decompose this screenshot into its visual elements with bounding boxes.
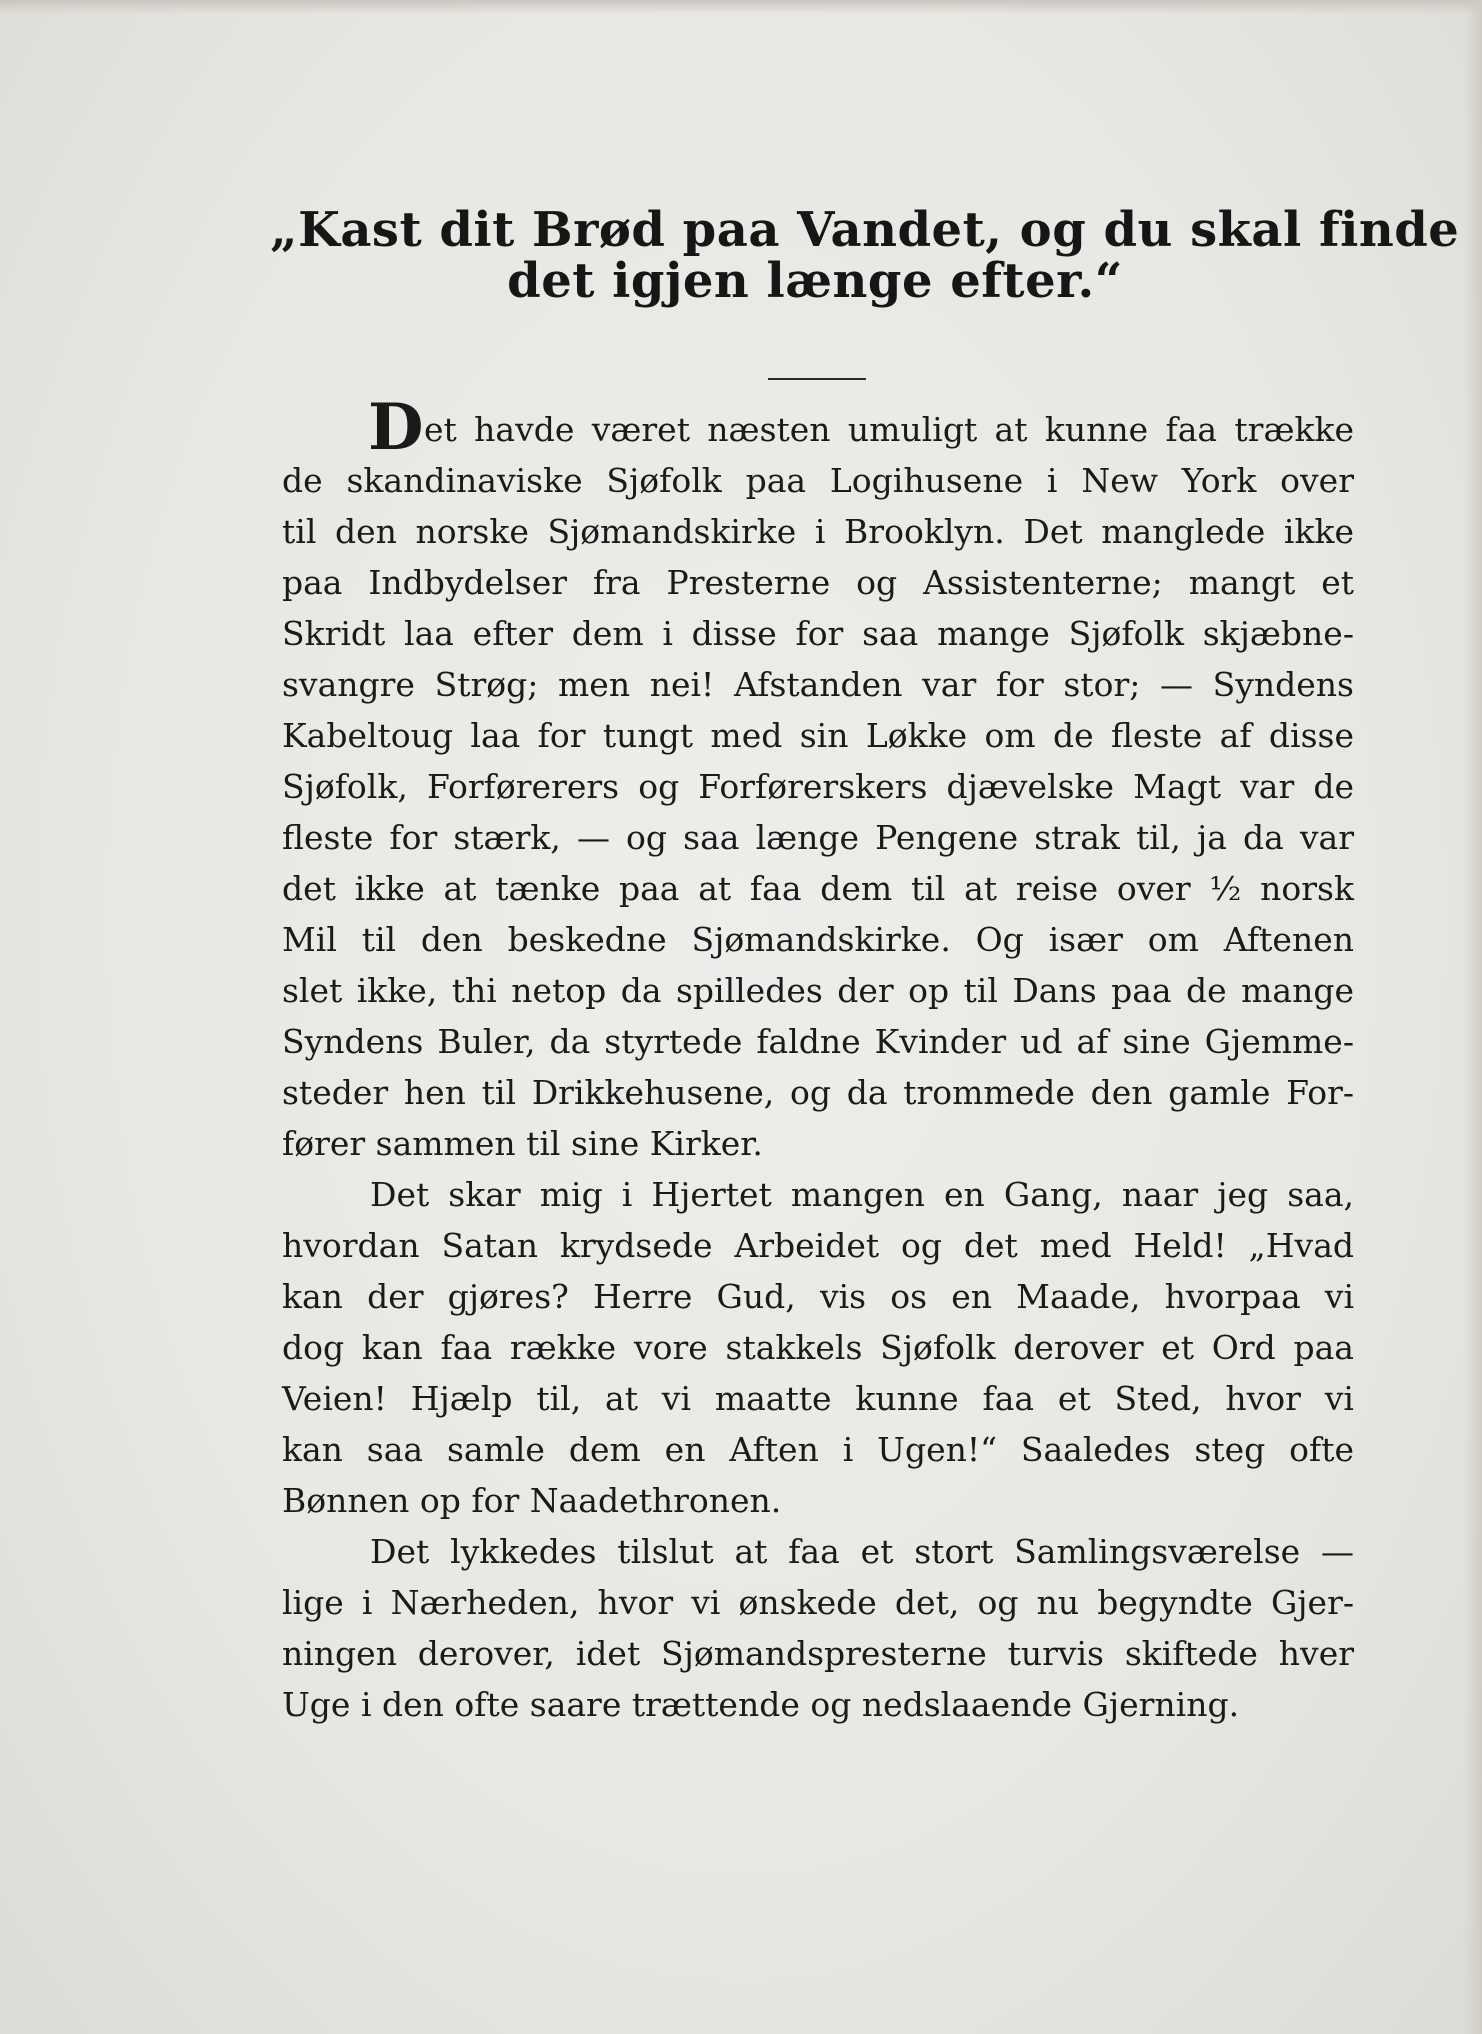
text-line: Syndens Buler, da styrtede faldne Kvinder ud af sine Gjemme-	[282, 1022, 1354, 1061]
body-text	[282, 390, 1354, 1730]
title-divider	[768, 378, 866, 380]
text-line: svangre Strøg; men nei! Afstanden var for stor; — Syndens	[282, 665, 1354, 704]
text-line: steder hen til Drikkehusene, og da trommede den gamle For-	[282, 1073, 1354, 1112]
text-line: Skridt laa efter dem i disse for saa mange Sjøfolk skjæbne-	[282, 614, 1354, 653]
paragraph-2	[282, 1169, 1354, 1526]
text-line: slet ikke, thi netop da spilledes der op til Dans paa de mange	[282, 971, 1354, 1010]
title-line: det igjen længe efter.“	[507, 253, 1123, 309]
text-line: Det skar mig i Hjertet mangen en Gang, naar jeg saa,	[370, 1175, 1354, 1214]
paragraph-3	[282, 1526, 1354, 1730]
text-line: Det lykkedes tilslut at faa et stort Samlingsværelse —	[370, 1532, 1354, 1571]
text-line: til den norske Sjømandskirke i Brooklyn. Det manglede ikke	[282, 512, 1354, 551]
text-line: det ikke at tænke paa at faa dem til at reise over ½ norsk	[282, 869, 1354, 908]
page-edge-right	[1464, 0, 1482, 2034]
paragraph-1	[282, 390, 1354, 1169]
text-line: dog kan faa række vore stakkels Sjøfolk derover et Ord paa	[282, 1328, 1354, 1367]
page-title	[270, 202, 1460, 309]
text-line: Kabeltoug laa for tungt med sin Løkke om de fleste af disse	[282, 716, 1354, 755]
text-line: et havde været næsten umuligt at kunne faa trække	[424, 410, 1354, 449]
text-line: lige i Nærheden, hvor vi ønskede det, og nu begyndte Gjer-	[282, 1583, 1354, 1622]
drop-cap: D	[368, 390, 424, 465]
text-line: Veien! Hjælp til, at vi maatte kunne faa et Sted, hvor vi	[282, 1379, 1354, 1418]
text-line: fører sammen til sine Kirker.	[282, 1124, 763, 1163]
text-line: de skandinaviske Sjøfolk paa Logihusene i New York over	[282, 461, 1354, 500]
text-line: kan saa samle dem en Aften i Ugen!“ Saaledes steg ofte	[282, 1430, 1354, 1469]
text-line: Bønnen op for Naadethronen.	[282, 1481, 782, 1520]
text-line-first	[282, 390, 1354, 465]
text-line: ningen derover, idet Sjømandspresterne turvis skiftede hver	[282, 1634, 1354, 1673]
text-line: Sjøfolk, Forførerers og Forførerskers djævelske Magt var de	[282, 767, 1354, 806]
text-line: kan der gjøres? Herre Gud, vis os en Maade, hvorpaa vi	[282, 1277, 1354, 1316]
text-line: Uge i den ofte saare trættende og nedslaaende Gjerning.	[282, 1685, 1240, 1724]
text-line: hvordan Satan krydsede Arbeidet og det med Held! „Hvad	[282, 1226, 1354, 1265]
text-line: fleste for stærk, — og saa længe Pengene strak til, ja da var	[282, 818, 1354, 857]
title-line: „Kast dit Brød paa Vandet, og du skal finde	[270, 202, 1460, 258]
text-line: Mil til den beskedne Sjømandskirke. Og især om Aftenen	[282, 920, 1354, 959]
text-line: paa Indbydelser fra Presterne og Assistenterne; mangt et	[282, 563, 1354, 602]
page-edge-top	[0, 0, 1482, 14]
